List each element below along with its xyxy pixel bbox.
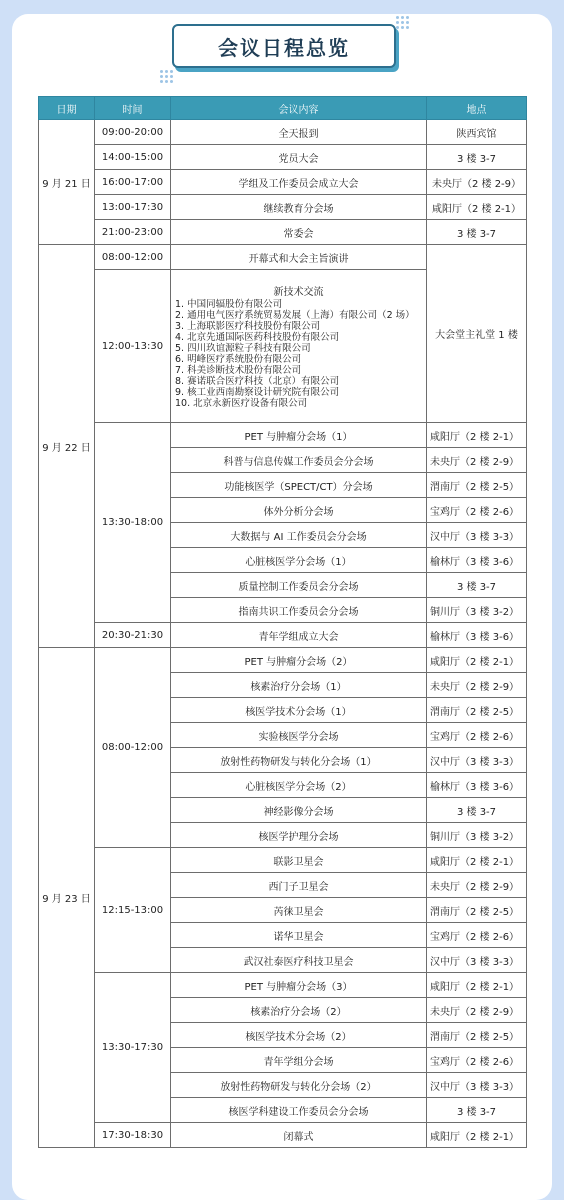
venue-cell: 3 楼 3-7 bbox=[427, 220, 527, 245]
content-cell: 核医学技术分会场（1） bbox=[171, 698, 427, 723]
content-cell: 心脏核医学分会场（1） bbox=[171, 548, 427, 573]
content-cell: 联影卫星会 bbox=[171, 848, 427, 873]
table-row bbox=[39, 623, 527, 648]
content-cell: 开幕式和大会主旨演讲 bbox=[171, 245, 427, 270]
content-cell: 诺华卫星会 bbox=[171, 923, 427, 948]
column-header-date: 日期 bbox=[39, 97, 95, 120]
venue-cell: 榆林厅（3 楼 3-6） bbox=[427, 623, 527, 648]
content-cell: 青年学组分会场 bbox=[171, 1048, 427, 1073]
content-cell: 青年学组成立大会 bbox=[171, 623, 427, 648]
content-cell: 功能核医学（SPECT/CT）分会场 bbox=[171, 473, 427, 498]
time-cell: 08:00-12:00 bbox=[95, 245, 171, 270]
venue-cell: 咸阳厅（2 楼 2-1） bbox=[427, 648, 527, 673]
content-cell: 放射性药物研发与转化分会场（1） bbox=[171, 748, 427, 773]
list-item: 6. 明峰医疗系统股份有限公司 bbox=[175, 354, 302, 365]
venue-cell: 大会堂主礼堂 1 楼 bbox=[427, 245, 527, 423]
content-cell: 全天报到 bbox=[171, 120, 427, 145]
table-row bbox=[39, 648, 527, 673]
venue-cell: 汉中厅（3 楼 3-3） bbox=[427, 523, 527, 548]
list-item: 4. 北京先通国际医药科技股份有限公司 bbox=[175, 332, 340, 343]
list-item: 1. 中国同辐股份有限公司 bbox=[175, 299, 283, 310]
column-header-content: 会议内容 bbox=[171, 97, 427, 120]
venue-cell: 未央厅（2 楼 2-9） bbox=[427, 873, 527, 898]
venue-cell: 咸阳厅（2 楼 2-1） bbox=[427, 195, 527, 220]
content-cell: 指南共识工作委员会分会场 bbox=[171, 598, 427, 623]
content-cell: 西门子卫星会 bbox=[171, 873, 427, 898]
venue-cell: 渭南厅（2 楼 2-5） bbox=[427, 698, 527, 723]
venue-cell: 渭南厅（2 楼 2-5） bbox=[427, 1023, 527, 1048]
list-item: 5. 四川玖谊源粒子科技有限公司 bbox=[175, 343, 311, 354]
content-cell: 科普与信息传媒工作委员会分会场 bbox=[171, 448, 427, 473]
date-cell: 9 月 21 日 bbox=[39, 120, 95, 245]
content-cell: 武汉社泰医疗科技卫星会 bbox=[171, 948, 427, 973]
venue-cell: 榆林厅（3 楼 3-6） bbox=[427, 773, 527, 798]
content-cell: 核素治疗分会场（1） bbox=[171, 673, 427, 698]
list-item: 7. 科美诊断技术股份有限公司 bbox=[175, 365, 302, 376]
venue-cell: 宝鸡厅（2 楼 2-6） bbox=[427, 1048, 527, 1073]
content-cell: 质量控制工作委员会分会场 bbox=[171, 573, 427, 598]
decorative-dots bbox=[160, 70, 174, 84]
content-cell: 党员大会 bbox=[171, 145, 427, 170]
content-cell: 继续教育分会场 bbox=[171, 195, 427, 220]
venue-cell: 宝鸡厅（2 楼 2-6） bbox=[427, 923, 527, 948]
content-cell: 核医学护理分会场 bbox=[171, 823, 427, 848]
time-cell: 12:00-13:30 bbox=[95, 270, 171, 423]
venue-cell: 3 楼 3-7 bbox=[427, 573, 527, 598]
time-cell: 16:00-17:00 bbox=[95, 170, 171, 195]
table-row bbox=[39, 220, 527, 245]
table-row bbox=[39, 245, 527, 270]
time-cell: 21:00-23:00 bbox=[95, 220, 171, 245]
venue-cell: 3 楼 3-7 bbox=[427, 145, 527, 170]
venue-cell: 咸阳厅（2 楼 2-1） bbox=[427, 848, 527, 873]
venue-cell: 渭南厅（2 楼 2-5） bbox=[427, 473, 527, 498]
content-cell: 实验核医学分会场 bbox=[171, 723, 427, 748]
venue-cell: 未央厅（2 楼 2-9） bbox=[427, 673, 527, 698]
content-cell: 核医学技术分会场（2） bbox=[171, 1023, 427, 1048]
list-item: 2. 通用电气医疗系统贸易发展（上海）有限公司（2 场） bbox=[175, 310, 415, 321]
table-row bbox=[39, 973, 527, 998]
date-cell: 9 月 22 日 bbox=[39, 245, 95, 648]
time-cell: 17:30-18:30 bbox=[95, 1123, 171, 1148]
venue-cell: 咸阳厅（2 楼 2-1） bbox=[427, 423, 527, 448]
time-cell: 08:00-12:00 bbox=[95, 648, 171, 848]
content-cell: 常委会 bbox=[171, 220, 427, 245]
time-cell: 12:15-13:00 bbox=[95, 848, 171, 973]
time-cell: 13:00-17:30 bbox=[95, 195, 171, 220]
decorative-dots bbox=[396, 16, 410, 30]
venue-cell: 咸阳厅（2 楼 2-1） bbox=[427, 973, 527, 998]
table-row bbox=[39, 1123, 527, 1148]
content-cell: 学组及工作委员会成立大会 bbox=[171, 170, 427, 195]
venue-cell: 未央厅（2 楼 2-9） bbox=[427, 998, 527, 1023]
venue-cell: 铜川厅（3 楼 3-2） bbox=[427, 823, 527, 848]
exhibition-cell bbox=[171, 270, 427, 423]
page-title: 会议日程总览 bbox=[172, 24, 396, 68]
table-row bbox=[39, 848, 527, 873]
list-item: 8. 赛诺联合医疗科技（北京）有限公司 bbox=[175, 376, 340, 387]
list-item: 3. 上海联影医疗科技股份有限公司 bbox=[175, 321, 321, 332]
list-item: 10. 北京永新医疗设备有限公司 bbox=[175, 398, 308, 409]
venue-cell: 汉中厅（3 楼 3-3） bbox=[427, 748, 527, 773]
exhibition-title: 新技术交流 bbox=[273, 287, 324, 298]
content-cell: 核素治疗分会场（2） bbox=[171, 998, 427, 1023]
content-cell: 芮徕卫星会 bbox=[171, 898, 427, 923]
content-cell: 心脏核医学分会场（2） bbox=[171, 773, 427, 798]
time-cell: 09:00-20:00 bbox=[95, 120, 171, 145]
venue-cell: 未央厅（2 楼 2-9） bbox=[427, 448, 527, 473]
venue-cell: 3 楼 3-7 bbox=[427, 798, 527, 823]
venue-cell: 3 楼 3-7 bbox=[427, 1098, 527, 1123]
column-header-venue: 地点 bbox=[427, 97, 527, 120]
venue-cell: 汉中厅（3 楼 3-3） bbox=[427, 1073, 527, 1098]
venue-cell: 汉中厅（3 楼 3-3） bbox=[427, 948, 527, 973]
content-cell: 核医学科建设工作委员会分会场 bbox=[171, 1098, 427, 1123]
column-header-time: 时间 bbox=[95, 97, 171, 120]
venue-cell: 铜川厅（3 楼 3-2） bbox=[427, 598, 527, 623]
table-row bbox=[39, 195, 527, 220]
table-row bbox=[39, 145, 527, 170]
time-cell: 13:30-18:00 bbox=[95, 423, 171, 623]
time-cell: 13:30-17:30 bbox=[95, 973, 171, 1123]
table-row bbox=[39, 170, 527, 195]
table-header-row bbox=[39, 97, 527, 120]
venue-cell: 未央厅（2 楼 2-9） bbox=[427, 170, 527, 195]
time-cell: 20:30-21:30 bbox=[95, 623, 171, 648]
content-cell: 闭幕式 bbox=[171, 1123, 427, 1148]
venue-cell: 咸阳厅（2 楼 2-1） bbox=[427, 1123, 527, 1148]
table-row bbox=[39, 423, 527, 448]
date-cell: 9 月 23 日 bbox=[39, 648, 95, 1148]
content-cell: 放射性药物研发与转化分会场（2） bbox=[171, 1073, 427, 1098]
venue-cell: 渭南厅（2 楼 2-5） bbox=[427, 898, 527, 923]
venue-cell: 宝鸡厅（2 楼 2-6） bbox=[427, 723, 527, 748]
time-cell: 14:00-15:00 bbox=[95, 145, 171, 170]
venue-cell: 宝鸡厅（2 楼 2-6） bbox=[427, 498, 527, 523]
content-cell: PET 与肿瘤分会场（3） bbox=[171, 973, 427, 998]
content-cell: PET 与肿瘤分会场（1） bbox=[171, 423, 427, 448]
content-cell: PET 与肿瘤分会场（2） bbox=[171, 648, 427, 673]
content-cell: 神经影像分会场 bbox=[171, 798, 427, 823]
list-item: 9. 核工业西南勘察设计研究院有限公司 bbox=[175, 387, 340, 398]
venue-cell: 陕西宾馆 bbox=[427, 120, 527, 145]
content-cell: 体外分析分会场 bbox=[171, 498, 427, 523]
table-row bbox=[39, 120, 527, 145]
venue-cell: 榆林厅（3 楼 3-6） bbox=[427, 548, 527, 573]
content-cell: 大数据与 AI 工作委员会分会场 bbox=[171, 523, 427, 548]
schedule-table bbox=[38, 96, 527, 1148]
